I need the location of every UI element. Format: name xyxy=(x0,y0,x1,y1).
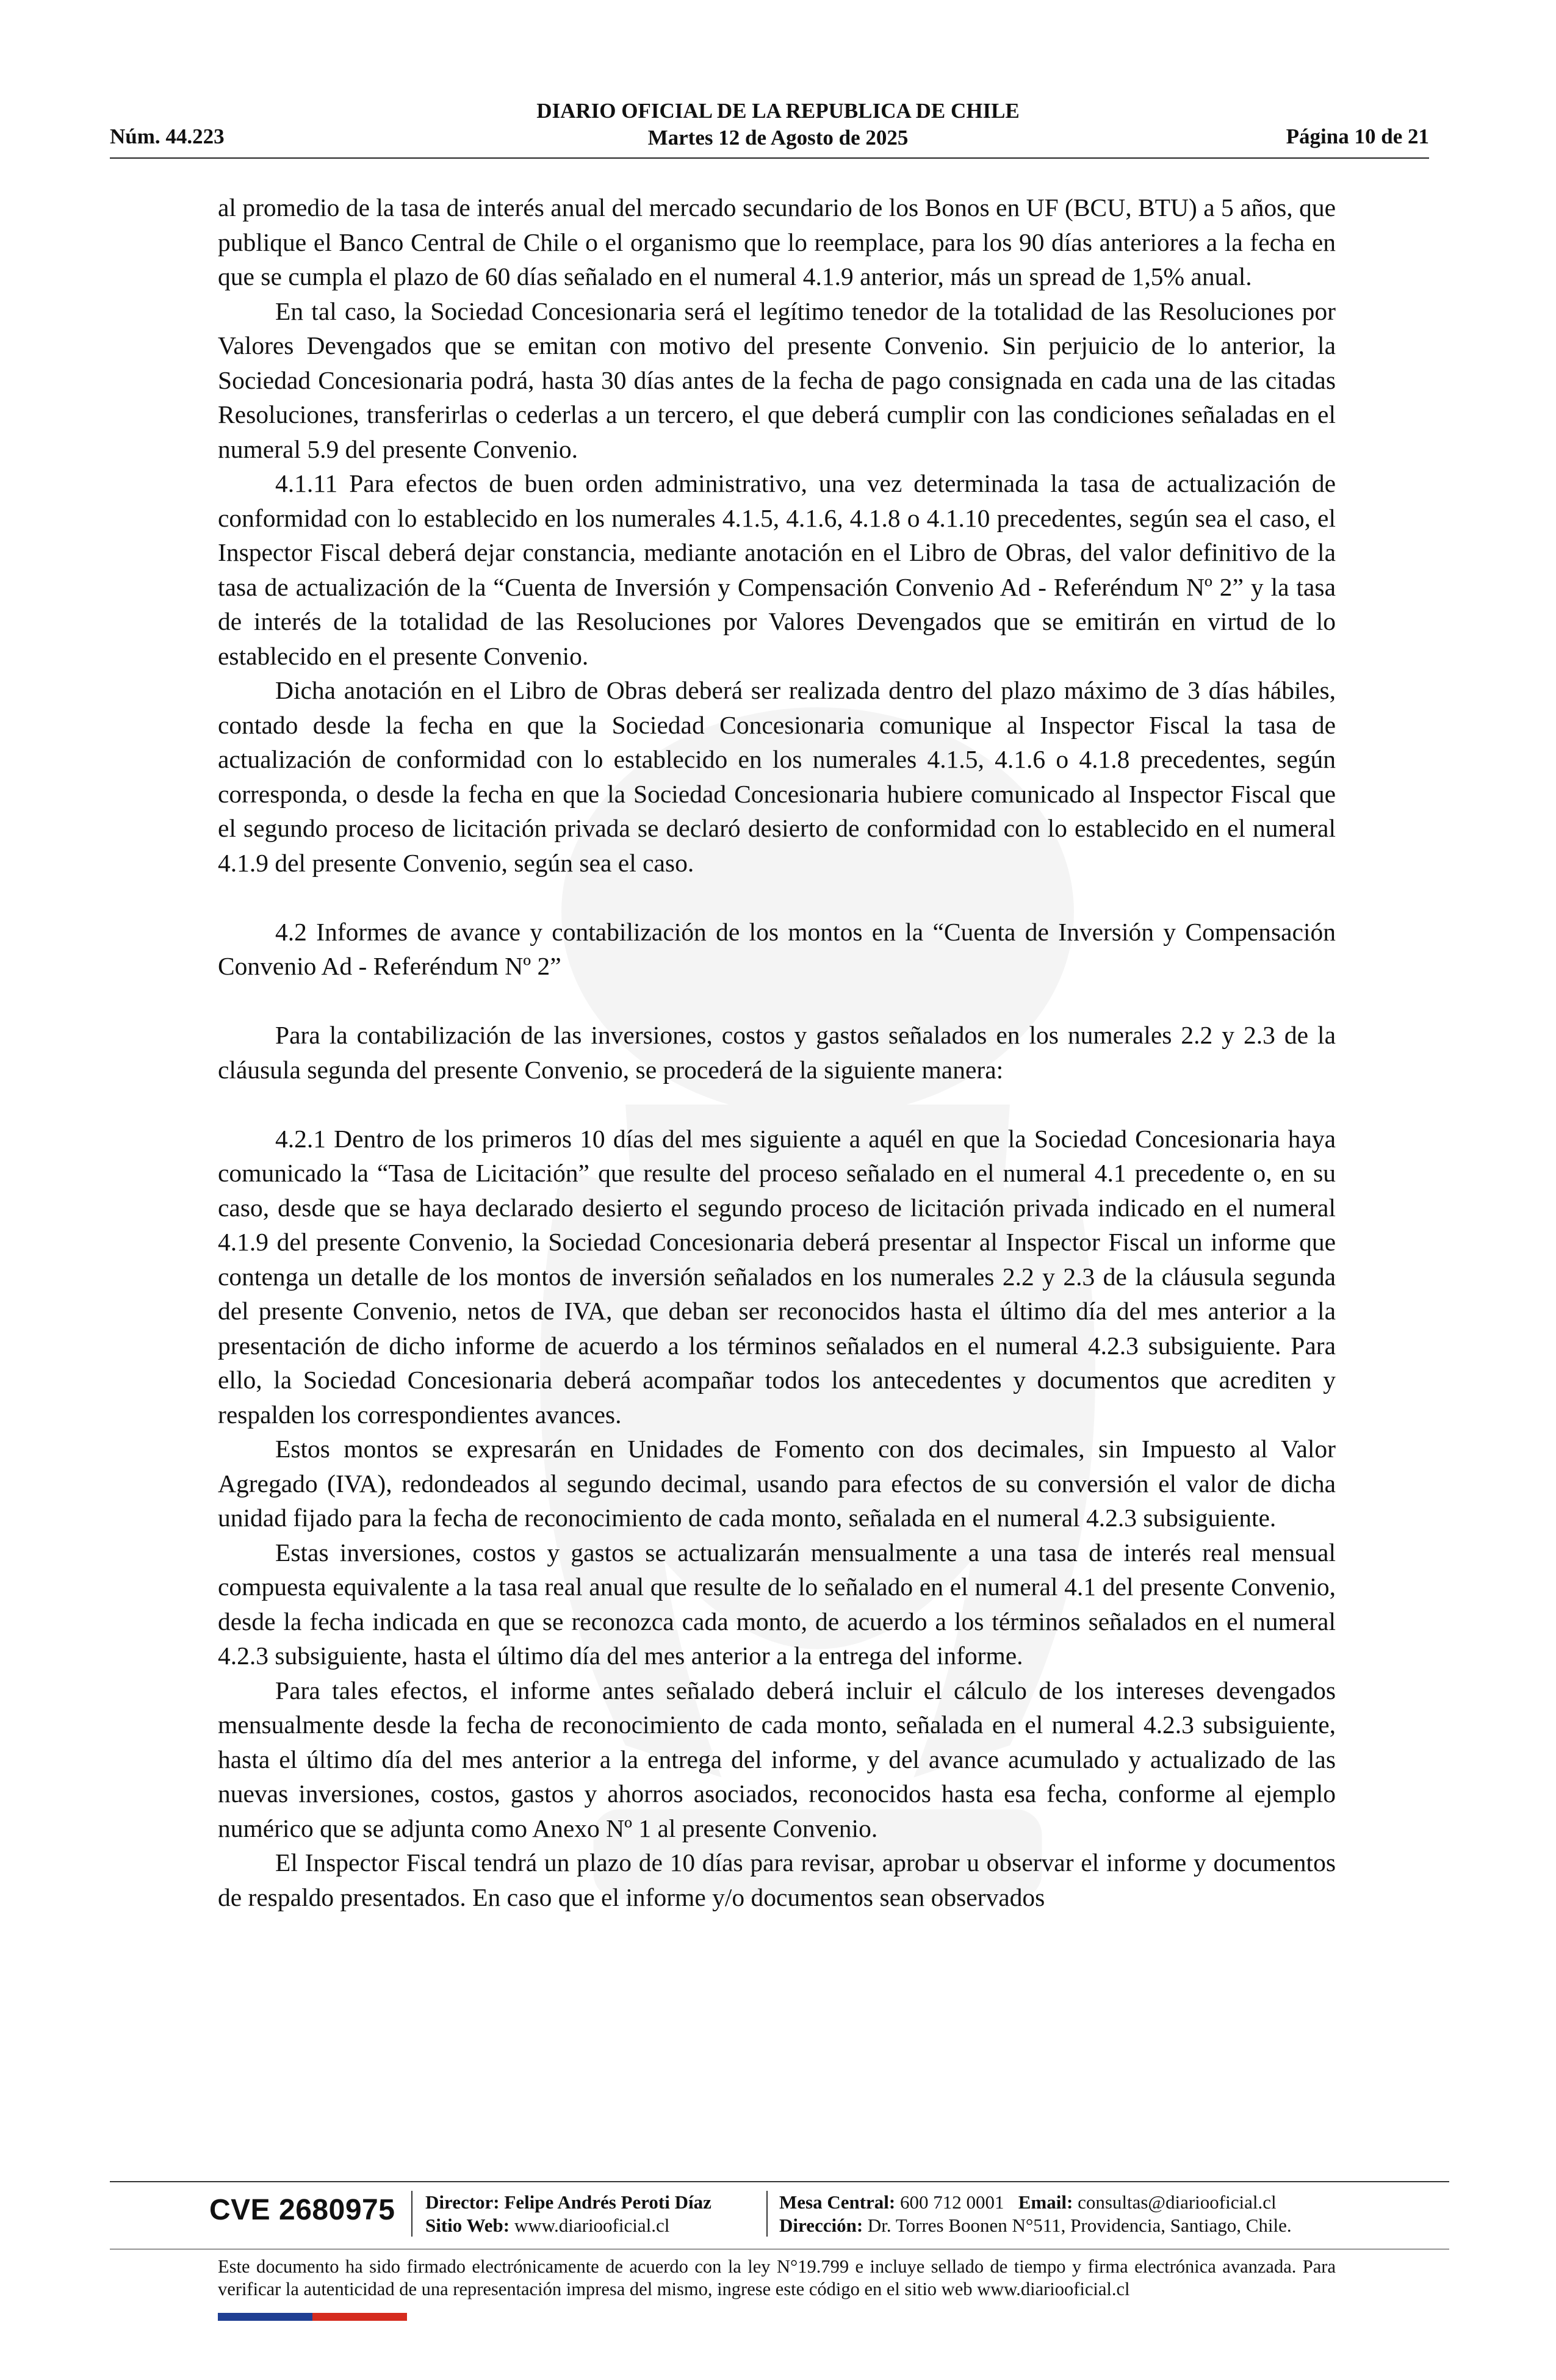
paragraph: Para la contabilización de las inversiones, costos y gastos señalados en los numerales 2.2 y 2.3 de la cláusula segunda del presente Convenio, se procederá de la siguiente manera: xyxy=(218,1021,1336,1084)
mesa-label: Mesa Central: xyxy=(779,2191,896,2213)
signature-notice: Este documento ha sido firmado electrónicamente de acuerdo con la ley N°19.799 e incluye sellado de tiempo y firma electrónica avanzada. Para verificar la autenticidad de una representación impresa del mismo, ingrese este código en el sitio web www.diariooficial.cl xyxy=(218,2256,1336,2299)
header-divider xyxy=(110,157,1429,159)
director-name: Felipe Andrés Peroti Díaz xyxy=(504,2191,711,2213)
paragraph: Estas inversiones, costos y gastos se actualizarán mensualmente a una tasa de interés real mensual compuesta equivalente a la tasa real anual que resulte de lo señalado en el numeral 4.1 del presente Convenio, desde la fecha indicada en que se reconozca cada monto, de acuerdo a los términos señalados en el numeral 4.2.3 subsiguiente, hasta el último día del mes anterior a la entrega del informe. xyxy=(218,1538,1336,1670)
paragraph: En tal caso, la Sociedad Concesionaria será el legítimo tenedor de la totalidad de las Resoluciones por Valores Devengados que se emitan con motivo del presente Convenio. Sin perjuicio de lo anterior, la Sociedad Concesionaria podrá, hasta 30 días antes de la fecha de pago consignada en cada una de las citadas Resoluciones, transferirlas o cederlas a un tercero, el que deberá cumplir con las condiciones señaladas en el numeral 5.9 del presente Convenio. xyxy=(218,297,1336,463)
site-link[interactable]: www.diariooficial.cl xyxy=(514,2215,670,2236)
paragraph: Estos montos se expresarán en Unidades de Fomento con dos decimales, sin Impuesto al Valor Agregado (IVA), redondeados al segundo decimal, usando para efectos de su conversión el valor de dicha unidad fijado para la fecha de reconocimiento de cada monto, señalada en el numeral 4.2.3 subsiguiente. xyxy=(218,1435,1336,1532)
site-label: Sitio Web: xyxy=(425,2215,510,2236)
section-heading: 4.2 Informes de avance y contabilización de los montos en la “Cuenta de Inversión y Compensación Convenio Ad - Referéndum Nº 2” xyxy=(218,917,1336,980)
paragraph: Dicha anotación en el Libro de Obras deberá ser realizada dentro del plazo máximo de 3 días hábiles, contado desde la fecha en que la Sociedad Concesionaria comunique al Inspector Fiscal la tasa de actualización de conformidad con lo establecido en los numerales 4.1.5, 4.1.6 o 4.1.8 precedentes, según corresponda, o desde la fecha en que la Sociedad Concesionaria hubiere comunicado al Inspector Fiscal que el segundo proceso de licitación privada se declaró desierto de conformidad con lo establecido en el numeral 4.1.9 del presente Convenio, según sea el caso. xyxy=(218,676,1336,877)
flag-blue-segment xyxy=(218,2313,312,2321)
director-block xyxy=(425,2191,711,2237)
paragraph: El Inspector Fiscal tendrá un plazo de 10 días para revisar, aprobar u observar el informe y documentos de respaldo presentados. En caso que el informe y/o documentos sean observados xyxy=(218,1848,1336,1911)
paragraph: 4.2.1 Dentro de los primeros 10 días del mes siguiente a aquél en que la Sociedad Concesionaria haya comunicado la “Tasa de Licitación” que resulte del proceso señalado en el numeral 4.1 precedente o, en su caso, desde que se haya declarado desierto el segundo proceso de licitación privada indicado en el numeral 4.1.9 del presente Convenio, la Sociedad Concesionaria deberá presentar al Inspector Fiscal un informe que contenga un detalle de los montos de inversión señalados en los numerales 2.2 y 2.3 de la cláusula segunda del presente Convenio, netos de IVA, que deban ser reconocidos hasta el último día del mes anterior a la presentación de dicho informe de acuerdo a los términos señalados en el numeral 4.2.3 subsiguiente. Para ello, la Sociedad Concesionaria deberá acompañar todos los antecedentes y documentos que acrediten y respalden los correspondientes avances. xyxy=(218,1124,1336,1429)
cve-code: CVE 2680975 xyxy=(209,2194,395,2226)
footer-separator xyxy=(766,2191,768,2237)
email-link[interactable]: consultas@diariooficial.cl xyxy=(1078,2191,1277,2213)
address-value: Dr. Torres Boonen N°511, Providencia, Santiago, Chile. xyxy=(867,2215,1292,2236)
contact-block xyxy=(779,2191,1292,2237)
paragraph: Para tales efectos, el informe antes señalado deberá incluir el cálculo de los intereses devengados mensualmente desde la fecha de reconocimiento de cada monto, señalada en el numeral 4.2.3 subsiguiente, hasta el último día del mes anterior a la entrega del informe, y del avance acumulado y actualizado de las nuevas inversiones, costos, gastos y ahorros asociados, reconocidos hasta esa fecha, conforme al ejemplo numérico que se adjunta como Anexo Nº 1 al presente Convenio. xyxy=(218,1676,1336,1842)
director-label: Director: xyxy=(425,2191,500,2213)
page-indicator: Página 10 de 21 xyxy=(1286,124,1429,148)
address-label: Dirección: xyxy=(779,2215,863,2236)
flag-stripe xyxy=(218,2313,407,2321)
footer-separator xyxy=(411,2191,412,2237)
document-body xyxy=(218,190,1336,1914)
paragraph: 4.1.11 Para efectos de buen orden administrativo, una vez determinada la tasa de actualización de conformidad con lo establecido en los numerales 4.1.5, 4.1.6, 4.1.8 o 4.1.10 precedentes, según sea el caso, el Inspector Fiscal deberá dejar constancia, mediante anotación en el Libro de Obras, del valor definitivo de la tasa de actualización de la “Cuenta de Inversión y Compensación Convenio Ad - Referéndum Nº 2” y la tasa de interés de la totalidad de las Resoluciones por Valores Devengados que se emitirán en virtud de lo establecido en el presente Convenio. xyxy=(218,469,1336,670)
footer-divider xyxy=(110,2181,1449,2182)
issue-number: Núm. 44.223 xyxy=(110,124,225,148)
email-label: Email: xyxy=(1018,2191,1073,2213)
flag-red-segment xyxy=(312,2313,407,2321)
mesa-phone: 600 712 0001 xyxy=(900,2191,1004,2213)
paragraph: al promedio de la tasa de interés anual del mercado secundario de los Bonos en UF (BCU, BTU) a 5 años, que publique el Banco Central de Chile o el organismo que lo reemplace, para los 90 días anteriores a la fecha en que se cumpla el plazo de 60 días señalado en el numeral 4.1.9 anterior, más un spread de 1,5% anual. xyxy=(218,193,1336,290)
publication-date: Martes 12 de Agosto de 2025 xyxy=(647,126,909,150)
publication-title: DIARIO OFICIAL DE LA REPUBLICA DE CHILE xyxy=(536,99,1020,123)
